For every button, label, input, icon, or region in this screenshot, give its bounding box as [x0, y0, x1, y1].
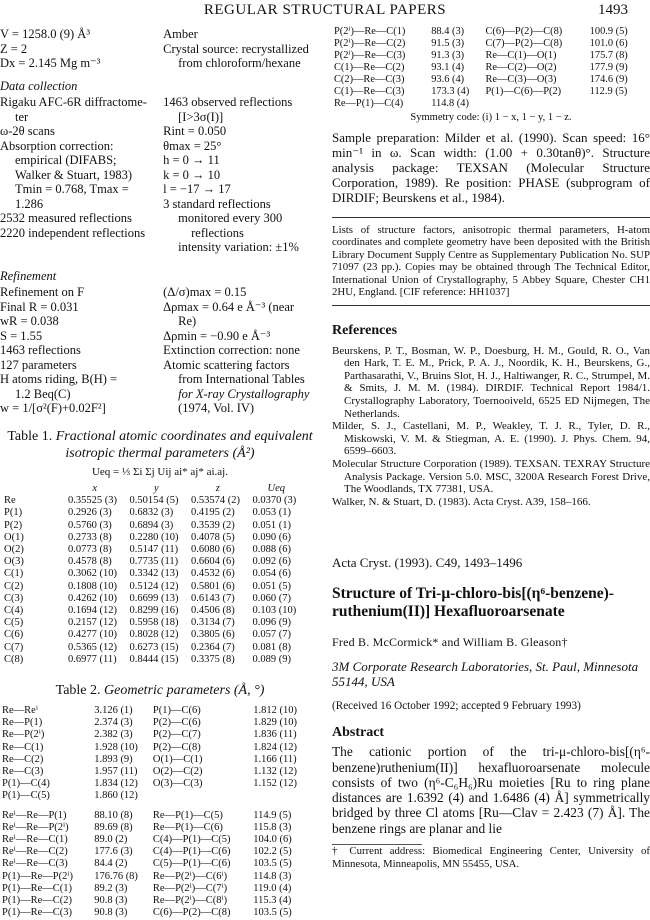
geom-value: 2.382 (3) — [94, 729, 133, 741]
geom-value: 1.860 (12) — [94, 790, 138, 802]
reference-item: Beurskens, P. T., Bosman, W. P., Doesburg, H. M., Gould, R. O., Van den Hark, T. E. M., Prick, P. A. J., Noordik, K. H., Beurskens, G., Parthasarathi, V., Bruins Slot, H. J., Haltiwanger, R. C., Strumpel, M. & Smits, J. M. M. (1984). DIRDIF. Technical Report 1984/1. Crystallography Laboratory, Toernooiveld, 6525 ED Nijmegen, The Netherlands. — [332, 344, 650, 420]
dc-left-line: 2220 independent reflections — [0, 225, 146, 240]
table1-cell: 0.3134 (7) — [191, 617, 235, 629]
crystal-source: Crystal source: recrystallized — [163, 41, 309, 56]
table1-cell: 0.4262 (10) — [68, 592, 117, 604]
table1-cell: 0.5958 (18) — [129, 617, 179, 629]
dc-right-line: k = 0 → 10 — [163, 167, 221, 182]
page-number: 1493 — [598, 2, 628, 18]
dc-right-line: intensity variation: ±1% — [178, 240, 299, 254]
geom-label: P(1)—Re—C(3) — [2, 907, 72, 919]
table1-row — [4, 642, 304, 654]
data-collection-heading: Data collection — [0, 78, 78, 93]
geom-value — [590, 98, 644, 110]
geom-label: P(1)—C(4) — [2, 778, 50, 790]
geom-label: Reⁱ—Re—P(1) — [2, 809, 67, 821]
table1-equation: Ueq = ⅓ Σi Σj Uij ai* aj* ai.aj. — [91, 465, 228, 478]
ref-right-line: Re) — [178, 314, 197, 328]
geom-label: Re—C(2) — [2, 753, 44, 765]
geom-label: C(7)—P(2)—C(8) — [485, 38, 563, 49]
table2-row — [2, 846, 312, 858]
geom-label: P(2ⁱ)—Re—C(1) — [334, 26, 406, 37]
table1-label: Table 1. — [7, 428, 53, 444]
dc-right-line: [I>3σ(I)] — [178, 109, 224, 124]
abstract-text: The cationic portion of the tri-μ-chloro-bis[(η⁶-benzene)ruthenium(II)] hexafluoroarsenate molecule consists of two (η⁶-C₆H₆)Ru moieties [Ru to ring plane distances are 1.6392 (4) and 1.6486 (4) Å] symmetrically bridged by three Cl atoms [Ru—Clav = 2.423 (7) Å]. The benzene rings are planar and lie — [332, 744, 650, 836]
geom-value: 90.8 (3) — [94, 907, 128, 919]
atom-label: O(3) — [4, 556, 24, 568]
table1-row — [4, 568, 304, 580]
ref-left-line: Refinement on F — [0, 285, 85, 299]
deposition-note: Lists of structure factors, anisotropic thermal parameters, H-atom coordinates and complete geometry have been deposited with the British Library Document Supply Centre as Supplementary Publication No. SUP 71097 (23 pp.). Copies may be obtained through The Technical Editor, International Union of Crystallography, 5 Abbey Square, Chester CH1 2HU, England. [CIF reference: HH1037] — [332, 223, 650, 299]
geom-value — [253, 790, 312, 802]
table2-row — [2, 810, 312, 822]
atom-label: C(1) — [4, 568, 24, 580]
table1-cell: 0.2926 (3) — [68, 507, 112, 519]
journal-section-title: REGULAR STRUCTURAL PAPERS — [203, 2, 447, 18]
table1-row — [4, 654, 304, 666]
ref-left-line: 1463 reflections — [0, 343, 81, 357]
atom-label: C(4) — [4, 605, 24, 617]
crystal-colour: Amber — [163, 27, 198, 41]
geom-label: P(2ⁱ)—Re—C(3) — [334, 50, 406, 61]
data-collection-block — [0, 95, 320, 255]
table1-cell: 0.060 (7) — [252, 592, 292, 604]
geom-label: O(1)—C(1) — [152, 753, 203, 765]
geom-value: 177.9 (9) — [589, 62, 628, 73]
dc-right-line: monitored every 300 — [178, 211, 283, 225]
table1-row — [4, 617, 304, 629]
table2-caption — [0, 682, 320, 699]
table2-row — [2, 883, 312, 895]
geom-value: 89.69 (8) — [94, 821, 133, 833]
ref-right-line: (1974, Vol. IV) — [178, 401, 255, 415]
geom-label: P(2)—C(6) — [152, 717, 201, 729]
atom-label: C(5) — [4, 617, 24, 629]
geom-value: 3.126 (1) — [94, 705, 133, 717]
table2-row — [334, 98, 644, 110]
dc-right-line: 1463 observed reflections — [163, 95, 293, 109]
table1-cell: 0.051 (1) — [252, 519, 292, 531]
geom-label: Reⁱ—Re—P(2ⁱ) — [2, 821, 69, 833]
ref-right-line: Atomic scattering factors — [163, 357, 290, 372]
divider — [332, 305, 650, 306]
geom-label: P(1)—C(6)—P(2) — [485, 86, 562, 97]
ref-right-line: from International Tables — [178, 372, 305, 386]
ref-right-line: Δρmin = −0.90 e Å⁻³ — [163, 328, 271, 343]
geom-value: 1.812 (10) — [253, 705, 297, 717]
geom-value: 89.2 (3) — [94, 882, 128, 894]
geom-value: 175.7 (8) — [589, 50, 628, 61]
ref-right-line: Extinction correction: none — [163, 343, 300, 357]
geom-label: C(5)—P(1)—C(6) — [152, 858, 231, 870]
geom-label: Re—C(3)—O(3) — [485, 74, 557, 85]
geom-label: P(2)—C(8) — [152, 741, 201, 753]
geom-value: 173.3 (4) — [431, 86, 470, 97]
table2-continued — [334, 26, 644, 110]
geom-label: C(1)—Re—C(3) — [334, 86, 405, 97]
table1-cell: 0.089 (9) — [252, 653, 292, 665]
table1-cell: 0.103 (10) — [252, 605, 297, 617]
dc-right-line: θmax = 25° — [163, 138, 222, 153]
table1-cell: 0.53574 (2) — [191, 495, 241, 507]
ref-left-line: 127 parameters — [0, 357, 77, 372]
dc-right-line: Rint = 0.050 — [163, 124, 227, 138]
table1-row — [4, 593, 304, 605]
references-heading: References — [332, 323, 398, 339]
ref-left-line: wR = 0.038 — [0, 314, 59, 328]
table2-row — [2, 871, 312, 883]
geom-label: Re—P(2ⁱ)—C(6ⁱ) — [152, 870, 228, 882]
table1-row — [4, 544, 304, 556]
table2-row — [2, 822, 312, 834]
geom-label: Re—Reⁱ — [2, 705, 38, 717]
geom-value: 177.6 (3) — [94, 846, 133, 858]
table1-cell: 0.5147 (11) — [129, 544, 179, 556]
table1-col-header — [4, 483, 64, 495]
geom-label: P(1)—C(6) — [152, 705, 201, 717]
left-column — [0, 27, 320, 920]
table1-cell: 0.1694 (12) — [68, 605, 117, 617]
geom-label: Reⁱ—Re—C(2) — [2, 846, 68, 858]
geom-value: 1.132 (12) — [253, 766, 297, 778]
geom-label: Re—C(2)—O(2) — [485, 62, 557, 73]
dc-left-line: Absorption correction: — [0, 138, 114, 153]
table1-cell: 0.5760 (3) — [68, 519, 112, 531]
geom-label: P(1)—Re—P(2ⁱ) — [2, 870, 73, 882]
geom-label: Re—P(2ⁱ) — [2, 729, 45, 741]
table2-row — [334, 62, 644, 74]
ref-left-line: w = 1/[σ²(F)+0.02F²] — [0, 401, 106, 415]
refinement-block — [0, 285, 320, 416]
geom-value: 93.1 (4) — [431, 62, 465, 73]
table2-row — [334, 26, 644, 38]
dc-left-line: empirical (DIFABS; — [15, 153, 117, 167]
geom-value: 1.166 (11) — [253, 753, 297, 765]
table1-cell: 0.8028 (12) — [129, 629, 179, 641]
table2-row — [2, 742, 312, 754]
footnote: † Current address: Biomedical Engineering Center, University of Minnesota, Minneapolis, MN 55455, USA. — [332, 845, 650, 870]
next-article-received: (Received 16 October 1992; accepted 9 February 1993) — [332, 700, 581, 713]
table2-row — [2, 790, 312, 802]
geom-label: Re—P(1)—C(5) — [152, 809, 223, 821]
dc-left-line: Walker & Stuart, 1983) — [15, 167, 133, 182]
geom-value: 115.3 (4) — [253, 895, 292, 907]
table2-row — [334, 86, 644, 98]
table2-spacer — [2, 803, 312, 810]
geom-value: 1.893 (9) — [94, 753, 133, 765]
table1-cell: 0.6977 (11) — [68, 653, 117, 665]
table1-header-row — [4, 483, 304, 495]
geom-value: 93.6 (4) — [431, 74, 465, 85]
table1-cell: 0.2157 (12) — [68, 617, 117, 629]
atom-label: P(2) — [4, 519, 23, 531]
geom-value: 91.3 (3) — [431, 50, 465, 61]
geom-value: 114.8 (3) — [253, 870, 292, 882]
table1-cell: 0.6894 (3) — [129, 519, 174, 531]
atom-label: Re — [4, 495, 16, 507]
geom-value: 176.76 (8) — [94, 870, 138, 882]
table2-row — [2, 895, 312, 907]
geom-label: C(4)—P(1)—C(6) — [152, 846, 231, 858]
table2-row — [2, 834, 312, 846]
running-header — [0, 0, 650, 22]
geom-value: 1.836 (11) — [253, 729, 297, 741]
table1-row — [4, 532, 304, 544]
geom-value: 1.824 (12) — [253, 741, 297, 753]
geom-label: Re—P(2ⁱ)—C(8ⁱ) — [152, 895, 228, 907]
table2-row — [334, 74, 644, 86]
right-column — [332, 26, 650, 870]
geom-label: O(3)—C(3) — [152, 778, 203, 790]
table1-col-header: Ueq — [267, 483, 286, 494]
table1-cell: 0.8299 (16) — [129, 605, 179, 617]
table2-label: Table 2. — [55, 683, 101, 699]
table1-cell: 0.4506 (8) — [191, 605, 235, 617]
ref-right-line: (Δ/σ)max = 0.15 — [163, 285, 247, 299]
dc-left-line: 2532 measured reflections — [0, 211, 132, 225]
geom-label: Re—P(1)—C(4) — [334, 98, 404, 109]
geom-value: 1.928 (10) — [94, 741, 138, 753]
atom-label: C(2) — [4, 580, 24, 592]
geom-label: O(2)—C(2) — [152, 766, 203, 778]
table1-cell: 0.0773 (8) — [68, 544, 112, 556]
geom-label — [485, 98, 589, 110]
geom-value: 119.0 (4) — [253, 882, 292, 894]
table1-cell: 0.4195 (2) — [191, 507, 235, 519]
table1-cell: 0.3342 (13) — [129, 568, 179, 580]
table1-cell: 0.5801 (6) — [191, 580, 235, 592]
geom-label: Reⁱ—Re—C(3) — [2, 858, 68, 870]
crystal-density: Dx = 2.145 Mg m⁻³ — [0, 56, 101, 70]
geom-value: 1.957 (11) — [94, 766, 138, 778]
crystal-data-block — [0, 27, 320, 71]
table1-cell: 0.096 (9) — [252, 617, 292, 629]
table1-cell: 0.088 (6) — [252, 544, 292, 556]
geom-value: 101.0 (6) — [589, 38, 628, 49]
next-article-title: Structure of Tri-μ-chloro-bis[(η⁶-benzene)-ruthenium(II)] Hexafluoroarsenate — [332, 584, 614, 620]
table1-cell: 0.6080 (6) — [191, 544, 235, 556]
dc-right-line: h = 0 → 11 — [163, 153, 220, 167]
geom-label: P(1)—Re—C(2) — [2, 895, 72, 907]
geom-value: 1.152 (12) — [253, 778, 297, 790]
atom-label: O(1) — [4, 531, 24, 543]
geom-value: 1.834 (12) — [94, 778, 138, 790]
ref-left-line: Final R = 0.031 — [0, 299, 79, 314]
geom-label: P(2)—C(7) — [152, 729, 201, 741]
atom-label: C(7) — [4, 641, 24, 653]
dc-left-line: Tmin = 0.768, Tmax = — [15, 182, 129, 196]
atom-label: C(3) — [4, 592, 24, 604]
table1-cell: 0.6604 (6) — [191, 556, 235, 568]
table1-row — [4, 520, 304, 532]
table2-row — [2, 907, 312, 919]
geom-value: 1.829 (10) — [253, 717, 297, 729]
crystal-z: Z = 2 — [0, 41, 28, 56]
table1-cell: 0.0370 (3) — [252, 495, 297, 507]
geom-label: Re—C(3) — [2, 766, 44, 778]
geom-label: C(4)—P(1)—C(5) — [152, 834, 231, 846]
reference-item: Walker, N. & Stuart, D. (1983). Acta Cryst. A39, 158–166. — [332, 495, 591, 508]
table1-cell: 0.053 (1) — [252, 507, 292, 519]
geom-value: 89.0 (2) — [94, 834, 128, 846]
table1-cell: 0.6273 (15) — [129, 641, 179, 653]
dc-right-line: 3 standard reflections — [163, 196, 271, 211]
table1-cell: 0.7735 (11) — [129, 556, 179, 568]
next-article-citation: Acta Cryst. (1993). C49, 1493–1496 — [332, 555, 523, 571]
geom-value: 100.9 (5) — [589, 26, 628, 37]
dc-left-line: 1.286 — [15, 196, 44, 211]
table1-title: Fractional atomic coordinates and equivalent isotropic thermal parameters (Å²) — [55, 428, 313, 461]
crystal-source-cont: from chloroform/hexane — [178, 56, 301, 70]
table1-cell: 0.6832 (3) — [129, 507, 174, 519]
table2-row — [334, 50, 644, 62]
geom-value: 114.8 (4) — [431, 98, 469, 109]
geom-value: 103.5 (5) — [253, 858, 292, 870]
geom-label: Re—P(1)—C(6) — [152, 821, 223, 833]
table1-cell: 0.6143 (7) — [191, 592, 235, 604]
atom-label: O(2) — [4, 544, 24, 556]
table1-cell: 0.4078 (5) — [191, 531, 235, 543]
table1-row — [4, 507, 304, 519]
table1-cell: 0.1808 (10) — [68, 580, 117, 592]
table1-cell: 0.081 (8) — [252, 641, 292, 653]
table2 — [2, 705, 312, 919]
table2-row — [2, 729, 312, 741]
geom-value: 174.6 (9) — [589, 74, 628, 85]
ref-left-line: S = 1.55 — [0, 328, 43, 343]
table1-cell: 0.2364 (7) — [191, 641, 235, 653]
table1-row — [4, 629, 304, 641]
geom-value: 84.4 (2) — [94, 858, 128, 870]
dc-right-line: reflections — [191, 225, 244, 240]
geom-value: 104.0 (6) — [253, 834, 292, 846]
refinement-heading: Refinement — [0, 268, 57, 283]
geom-label: Re—C(1) — [2, 741, 44, 753]
table1-cell: 0.3375 (8) — [191, 653, 235, 665]
next-article-authors: Fred B. McCormick* and William B. Gleason† — [332, 634, 568, 649]
crystal-volume: V = 1258.0 (9) Å³ — [0, 27, 91, 41]
geom-value: 103.5 (5) — [253, 907, 292, 919]
table1-cell: 0.051 (5) — [252, 580, 292, 592]
divider — [332, 217, 650, 218]
table1-cell: 0.2733 (8) — [68, 531, 112, 543]
table1-row — [4, 605, 304, 617]
dc-left-line: Rigaku AFC-6R diffractome- — [0, 95, 147, 109]
table2-title: Geometric parameters (Å, °) — [104, 683, 265, 699]
abstract-heading: Abstract — [332, 724, 385, 740]
table1-cell: 0.8444 (15) — [129, 653, 179, 665]
atom-label: P(1) — [4, 507, 23, 519]
table2-row — [2, 705, 312, 717]
table1-cell: 0.5124 (12) — [129, 580, 179, 592]
atom-label: C(8) — [4, 653, 24, 665]
table1-cell: 0.3539 (2) — [191, 519, 235, 531]
geom-label: Re—C(1)—O(1) — [485, 50, 557, 61]
geom-value: 102.2 (5) — [253, 846, 292, 858]
table2-row — [2, 858, 312, 870]
table2-row — [2, 766, 312, 778]
table1-cell: 0.4532 (6) — [191, 568, 235, 580]
table1-cell: 0.054 (6) — [252, 568, 292, 580]
ref-left-line: 1.2 Beq(C) — [15, 386, 71, 401]
table1-cell: 0.057 (7) — [252, 629, 292, 641]
reference-item: Molecular Structure Corporation (1989). TEXSAN. TEXRAY Structure Analysis Package. Version 5.0. MSC, 3200A Research Forest Drive, The Woodlands, TX 77381, USA. — [332, 457, 650, 496]
geom-label: C(2)—Re—C(3) — [334, 74, 405, 85]
table1-col-header: x — [92, 483, 98, 494]
table1-cell: 0.092 (6) — [252, 556, 292, 568]
table1-row — [4, 581, 304, 593]
dc-left-line: ω-2θ scans — [0, 124, 55, 138]
ref-left-line: H atoms riding, B(H) = — [0, 372, 118, 386]
table1-row — [4, 495, 304, 507]
sample-preparation: Sample preparation: Milder et al. (1990). Scan speed: 16° min⁻¹ in ω. Scan width: (1.00 + 0.30tanθ)°. Structure analysis package: TEXSAN (Molecular Structure Corporation, 1989). Re position: PHASE (subprogram of DIRDIF; Beurskens et al., 1984). — [332, 129, 650, 205]
table1 — [4, 483, 304, 666]
table1-cell: 0.4277 (10) — [68, 629, 117, 641]
geom-label: Reⁱ—Re—C(1) — [2, 834, 68, 846]
reference-item: Milder, S. J., Castellani, M. P., Weakley, T. J. R., Tyler, D. R., Miskowski, V. M. & Stiegman, A. E. (1990). J. Phys. Chem. 94, 6599–6603. — [332, 420, 650, 458]
ref-right-line: for X-ray Crystallography — [178, 386, 310, 401]
table2-row — [2, 717, 312, 729]
geom-label — [153, 790, 253, 802]
table1-cell: 0.3062 (10) — [68, 568, 117, 580]
geom-label: P(1)—Re—C(1) — [2, 882, 72, 894]
table1-cell: 0.50154 (5) — [129, 495, 179, 507]
table1-caption — [0, 428, 320, 462]
table2-row — [2, 778, 312, 790]
geom-label: C(1)—Re—C(2) — [334, 62, 405, 73]
geom-value: 91.5 (3) — [431, 38, 465, 49]
geom-label: C(6)—P(2)—C(8) — [152, 907, 231, 919]
table1-col-header: y — [153, 483, 159, 494]
geom-label: C(6)—P(2)—C(8) — [485, 26, 563, 37]
dc-right-line: l = −17 → 17 — [163, 182, 231, 196]
dc-left-line: ter — [15, 109, 29, 124]
ref-right-line: Δρmax = 0.64 e Å⁻³ (near — [163, 299, 295, 314]
table1-cell: 0.090 (6) — [252, 531, 292, 543]
table1-cell: 0.35525 (3) — [68, 495, 117, 507]
geom-value: 88.4 (3) — [431, 26, 465, 37]
geom-value: 88.10 (8) — [94, 809, 133, 821]
geom-value: 2.374 (3) — [94, 717, 133, 729]
table1-cell: 0.5365 (12) — [68, 641, 117, 653]
geom-label: Re—P(1) — [2, 717, 43, 729]
table2-row — [334, 38, 644, 50]
next-article-affiliation: 3M Corporate Research Laboratories, St. Paul, Minnesota 55144, USA — [332, 659, 639, 690]
geom-value: 90.8 (3) — [94, 895, 128, 907]
atom-label: C(6) — [4, 629, 24, 641]
symmetry-code: Symmetry code: (i) 1 − x, 1 − y, 1 − z. — [410, 112, 572, 123]
table1-col-header: z — [215, 483, 220, 494]
geom-label: Re—P(2ⁱ)—C(7ⁱ) — [152, 882, 228, 894]
table1-cell: 0.3805 (6) — [191, 629, 235, 641]
geom-label: P(2ⁱ)—Re—C(2) — [334, 38, 406, 49]
geom-label: P(1)—C(5) — [2, 790, 50, 802]
table1-row — [4, 556, 304, 568]
table1-cell: 0.6699 (13) — [129, 592, 179, 604]
table1-cell: 0.2280 (10) — [129, 531, 179, 543]
table2-row — [2, 754, 312, 766]
geom-value: 112.9 (5) — [589, 86, 628, 97]
table1-cell: 0.4578 (8) — [68, 556, 112, 568]
geom-value: 114.9 (5) — [253, 809, 292, 821]
geom-value: 115.8 (3) — [253, 821, 292, 833]
